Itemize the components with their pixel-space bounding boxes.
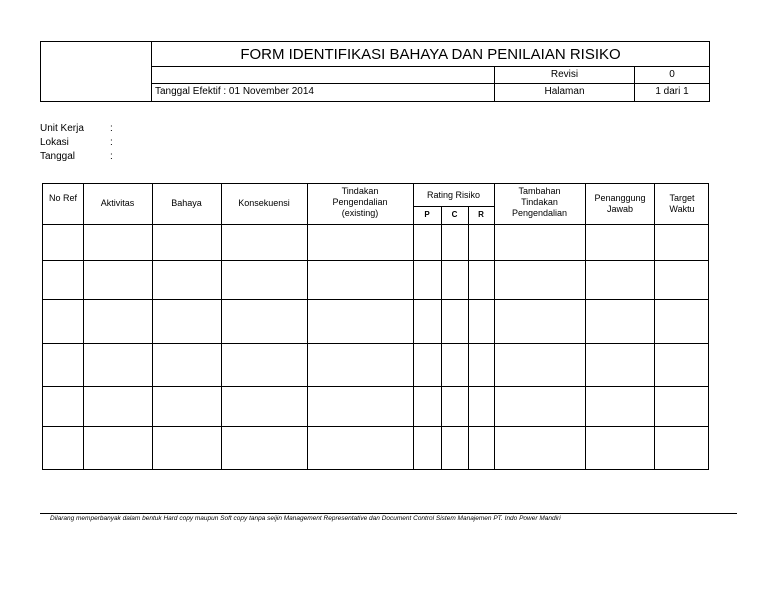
risk-table: [42, 183, 709, 470]
col-konsekuensi: Konsekuensi: [238, 198, 290, 208]
col-tambahan: Tambahan Tindakan Pengendalian: [511, 186, 568, 218]
col-penanggung-jawab: Penanggung Jawab: [594, 193, 646, 214]
unit-kerja-label: Unit Kerja: [40, 123, 84, 134]
halaman-label: Halaman: [494, 84, 634, 101]
footer-note: Dilarang memperbanyak dalam bentuk Hard copy maupun Soft copy tanpa seijin Management Representative dan Document Control Sistem Manajemen PT. Indo Power Mandiri: [50, 515, 561, 522]
col-target-waktu: Target Waktu: [669, 193, 695, 214]
header-row-revisi: [152, 67, 709, 84]
halaman-value: 1 dari 1: [634, 84, 709, 101]
footer-divider: [40, 513, 737, 514]
logo-placeholder: [41, 42, 152, 101]
col-rating-r: R: [478, 210, 484, 219]
col-rating-c: C: [451, 210, 458, 219]
col-tindakan: Tindakan Pengendalian (existing): [332, 186, 388, 218]
tanggal-efektif: Tanggal Efektif : 01 November 2014: [155, 86, 314, 97]
tanggal-label: Tanggal: [40, 151, 76, 162]
header-row-halaman: [152, 84, 709, 101]
tanggal-colon: :: [110, 151, 113, 162]
col-bahaya: Bahaya: [171, 198, 202, 208]
col-aktivitas: Aktivitas: [100, 198, 135, 208]
col-rating-p: P: [424, 210, 430, 219]
lokasi-label: Lokasi: [40, 137, 69, 148]
unit-kerja-colon: :: [110, 123, 113, 134]
col-rating-risiko: Rating Risiko: [426, 190, 481, 200]
form-title: FORM IDENTIFIKASI BAHAYA DAN PENILAIAN RISIKO: [152, 42, 709, 67]
header-blank-cell: [152, 67, 494, 83]
revisi-value: 0: [634, 67, 709, 83]
lokasi-colon: :: [110, 137, 113, 148]
revisi-label: Revisi: [494, 67, 634, 83]
form-header: [40, 41, 710, 102]
col-no-ref: No Ref: [48, 193, 77, 203]
